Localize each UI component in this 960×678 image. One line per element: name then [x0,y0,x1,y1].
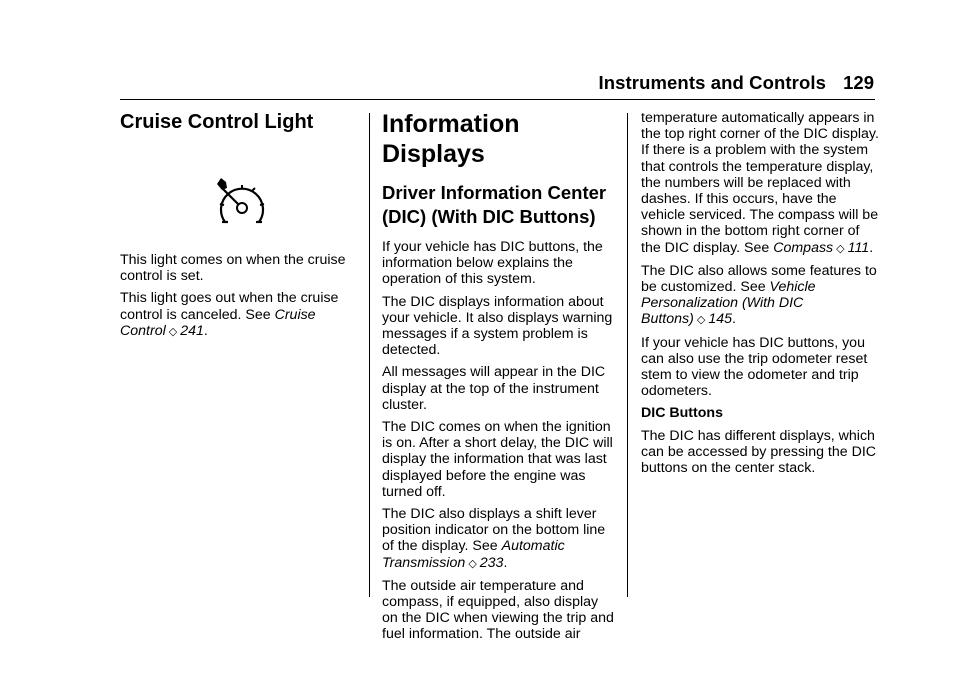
paragraph: The DIC comes on when the ignition is on. After a short delay, the DIC will display the information that was last displayed before the engine was turned off. [382,419,613,500]
cross-reference-link[interactable]: Automatic Transmission [382,538,565,571]
page-reference[interactable]: 145 [708,311,732,328]
running-header-title: Instruments and Controls [598,72,826,93]
page-number: 129 [843,72,874,93]
paragraph: temperature automatically appears in the top right corner of the DIC display. If there is a problem with the system that controls the temperature display, the numbers will be replaced with dashes. If this occurs, have the vehicle serviced. The compass will be shown in the bottom right corner of the DIC display. See Compass ◇ 111. [641,110,879,256]
paragraph: If your vehicle has DIC buttons, the information below explains the operation of this system. [382,239,603,288]
column-3 [641,110,881,482]
page-reference-icon: ◇ [468,557,477,570]
paragraph: The DIC also allows some features to be customized. See Vehicle Personalization (With DIC Buttons) ◇ 145. [641,262,877,328]
cruise-control-icon [214,178,270,230]
subheading-dic-buttons: DIC Buttons [641,405,723,422]
page-reference[interactable]: 111 [847,239,870,256]
cross-reference-link[interactable]: Compass [773,239,834,256]
paragraph: The outside air temperature and compass, if equipped, also display on the DIC when viewing the trip and fuel information. The outside air [382,577,614,643]
cross-reference-link[interactable]: Vehicle Personalization (With DIC Buttons) [641,279,816,328]
column-1 [120,110,358,346]
column-2 [382,109,614,649]
subheading-dic: Driver Information Center (DIC) (With DIC Buttons) [382,182,607,227]
section-heading-cruise-control-light: Cruise Control Light [120,111,314,133]
header-rule [120,99,875,100]
paragraph: The DIC displays information about your vehicle. It also displays warning messages if a system problem is detected. [382,293,613,359]
column-divider-1 [369,113,370,597]
paragraph: This light goes out when the cruise control is canceled. See Cruise Control ◇ 241. [120,290,339,339]
paragraph: This light comes on when the cruise control is set. [120,252,346,285]
paragraph: If your vehicle has DIC buttons, you can also use the trip odometer reset stem to view the odometer and trip odometers. [641,334,868,400]
section-heading-information-displays: Information Displays [382,110,520,168]
paragraph: The DIC has different displays, which can be accessed by pressing the DIC buttons on the center stack. [641,427,877,477]
page-reference-icon: ◇ [168,325,178,338]
page-reference-icon: ◇ [696,314,706,327]
paragraph: The DIC also displays a shift lever position indicator on the bottom line of the display. See Automatic Transmission ◇ 233. [382,506,606,571]
column-divider-2 [627,113,628,597]
page-reference[interactable]: 241 [180,322,204,339]
page-reference-icon: ◇ [836,242,845,255]
cross-reference-link[interactable]: Cruise Control [120,306,316,339]
paragraph: All messages will appear in the DIC display at the top of the instrument cluster. [382,364,606,413]
page-reference[interactable]: 233 [479,554,504,571]
